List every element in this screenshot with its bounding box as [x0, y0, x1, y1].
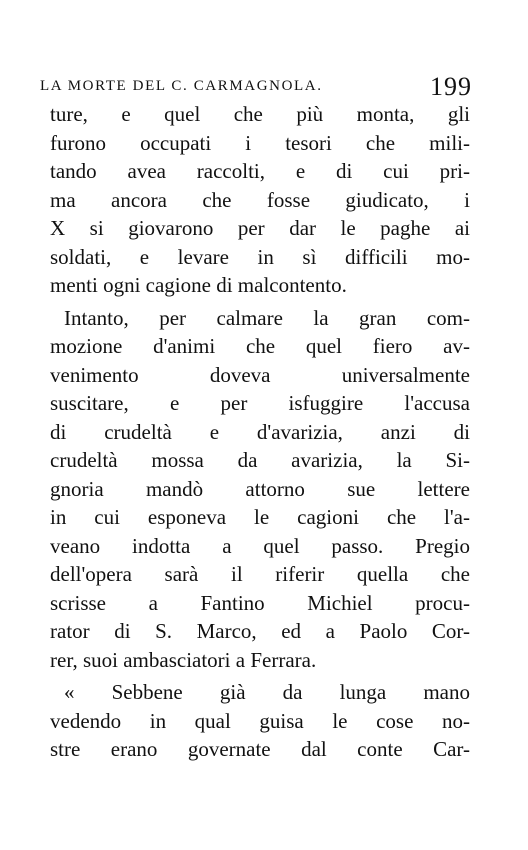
paragraph-continuation: [50, 100, 470, 300]
text-line: gnoria mandò attorno sue lettere: [50, 476, 470, 501]
text-line: ma ancora che fosse giudicato, i: [50, 187, 470, 212]
text-line: soldati, e levare in sì difficili mo-: [50, 244, 470, 269]
body-text: [50, 100, 470, 764]
text-line: di crudeltà e d'avarizia, anzi di: [50, 419, 470, 444]
text-line: veano indotta a quel passo. Pregio: [50, 533, 470, 558]
paragraph-intanto: [50, 304, 470, 675]
text-line: stre erano governate dal conte Car-: [50, 737, 470, 761]
text-line: ture, e quel che più monta, gli: [50, 102, 470, 126]
running-head: LA MORTE DEL C. CARMAGNOLA.: [40, 78, 323, 94]
text-line: rer, suoi ambasciatori a Ferrara.: [50, 647, 317, 672]
text-line: rator di S. Marco, ed a Paolo Cor-: [50, 619, 470, 643]
text-line: dell'opera sarà il riferir quella che: [50, 562, 470, 586]
page-number: 199: [430, 72, 472, 101]
text-line: X si giovarono per dar le paghe ai: [50, 216, 470, 240]
text-line: mozione d'animi che quel fiero av-: [50, 334, 470, 358]
text-line: crudeltà mossa da avarizia, la Si-: [50, 448, 470, 472]
paragraph-letter-quote: [50, 678, 470, 764]
page-header: [40, 72, 472, 102]
text-line: « Sebbene già da lunga mano: [64, 680, 470, 704]
text-line: vedendo in qual guisa le cose no-: [50, 708, 470, 733]
text-line: Intanto, per calmare la gran com-: [64, 305, 470, 330]
text-line: tando avea raccolti, e di cui pri-: [50, 159, 470, 183]
text-line: in cui esponeva le cagioni che l'a-: [50, 505, 470, 529]
text-line: furono occupati i tesori che mili-: [50, 130, 470, 155]
text-line: suscitare, e per isfuggire l'accusa: [50, 391, 470, 415]
text-line: menti ogni cagione di malcontento.: [50, 273, 347, 297]
text-line: venimento doveva universalmente: [50, 362, 470, 387]
text-line: scrisse a Fantino Michiel procu-: [50, 590, 470, 615]
